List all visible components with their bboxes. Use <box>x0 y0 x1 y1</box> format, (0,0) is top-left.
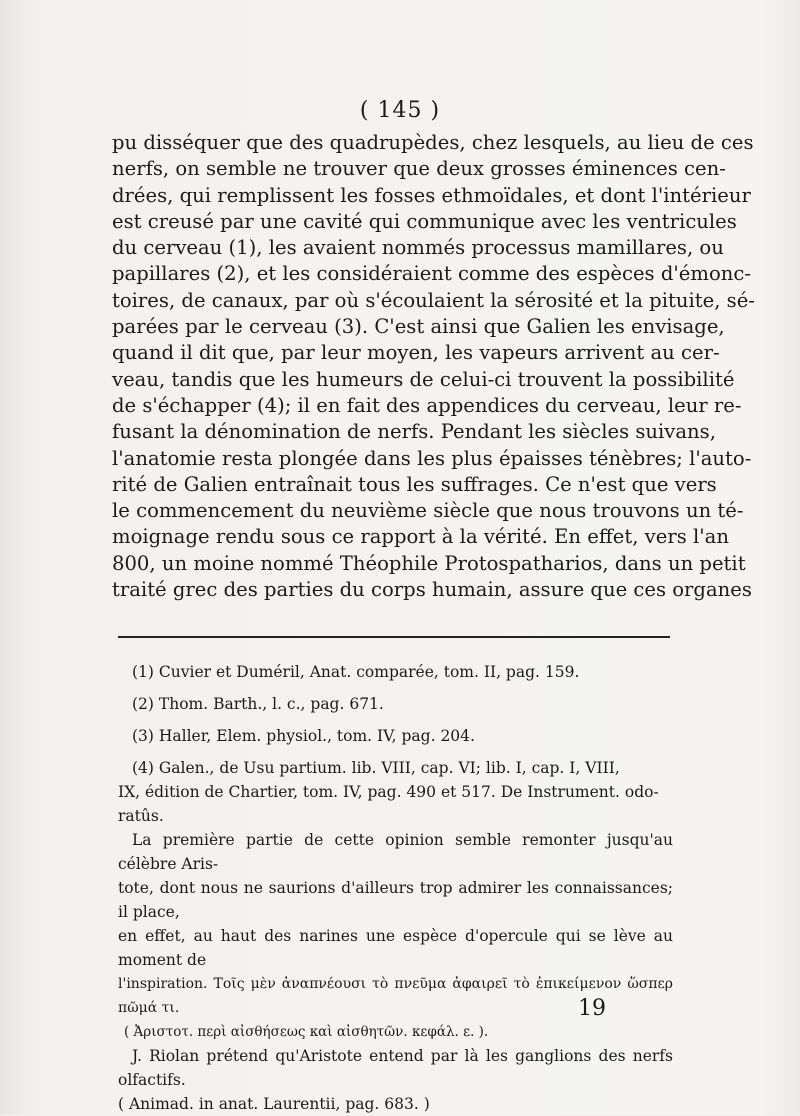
commentary-line: J. Riolan prétend qu'Aristote entend par là les ganglions des nerfs olfactifs. <box>118 1047 673 1089</box>
footnote-1: (1) Cuvier et Duméril, Anat. comparée, tom. II, pag. 159. <box>132 663 580 681</box>
footnote-2: (2) Thom. Barth., l. c., pag. 671. <box>132 695 384 713</box>
body-line: rité de Galien entraînait tous les suffrages. Ce n'est que vers <box>112 472 717 496</box>
body-line: de s'échapper (4); il en fait des appendices du cerveau, leur re- <box>112 393 742 417</box>
commentary <box>118 828 673 1116</box>
body-line: nerfs, on semble ne trouver que deux grosses éminences cen- <box>112 157 726 181</box>
body-line: le commencement du neuvième siècle que nous trouvons un té- <box>112 499 744 523</box>
commentary-line: tote, dont nous ne saurions d'ailleurs trop admirer les connaissances; il place, <box>118 879 673 921</box>
body-line: pu disséquer que des quadrupèdes, chez lesquels, au lieu de ces <box>112 131 754 154</box>
body-line: drées, qui remplissent les fosses ethmoïdales, et dont l'intérieur <box>112 183 751 207</box>
footnote-4 <box>118 756 673 828</box>
signature-mark: 19 <box>578 996 606 1021</box>
body-line: moignage rendu sous ce rapport à la vérité. En effet, vers l'an <box>112 525 729 549</box>
body-line: fusant la dénomination de nerfs. Pendant les siècles suivans, <box>112 420 716 444</box>
footnote-3: (3) Haller, Elem. physiol., tom. IV, pag. 204. <box>132 727 475 745</box>
footnote-divider <box>118 636 670 638</box>
body-line: toires, de canaux, par où s'écoulaient la sérosité et la pituite, sé- <box>112 288 755 312</box>
body-line: parées par le cerveau (3). C'est ainsi que Galien les envisage, <box>112 315 725 339</box>
body-line: est creusé par une cavité qui communique avec les ventricules <box>112 209 737 233</box>
body-line: traité grec des parties du corps humain, assure que ces organes <box>112 578 752 602</box>
body-text <box>112 130 755 603</box>
body-line: du cerveau (1), les avaient nommés processus mamillares, ou <box>112 236 724 260</box>
page-number: ( 145 ) <box>359 98 441 123</box>
commentary-greek-reference: ( Ἀριστοτ. περὶ αἰσθήσεως καὶ αἰσθητῶν. κεφάλ. ε. ). <box>124 1024 489 1040</box>
body-line: l'anatomie resta plongée dans les plus épaisses ténèbres; l'auto- <box>112 446 752 470</box>
body-line: veau, tandis que les humeurs de celui-ci trouvent la possibilité <box>112 367 735 391</box>
body-line: quand il dit que, par leur moyen, les vapeurs arrivent au cer- <box>112 341 720 365</box>
commentary-greek-quote: l'inspiration. Τοῖς μὲν ἀναπνέουσι τὸ πνεῦμα ἀφαιρεῖ τὸ ἐπικείμενον ὥσπερ πῶμά τι. <box>118 976 673 1016</box>
footnotes <box>118 660 673 836</box>
commentary-line: en effet, au haut des narines une espèce d'opercule qui se lève au moment de <box>118 927 673 969</box>
footnote-4-line: IX, édition de Chartier, tom. IV, pag. 490 et 517. De Instrument. odo- <box>118 783 659 801</box>
commentary-reference: ( Animad. in anat. Laurentii, pag. 683. ) <box>118 1095 430 1113</box>
body-line: 800, un moine nommé Théophile Protospatharios, dans un petit <box>112 551 746 575</box>
commentary-line: La première partie de cette opinion semble remonter jusqu'au célèbre Aris- <box>118 831 673 873</box>
footnote-4-line: ratûs. <box>118 807 164 825</box>
footnote-4-line: (4) Galen., de Usu partium. lib. VIII, cap. VI; lib. I, cap. I, VIII, <box>132 759 620 777</box>
body-line: papillares (2), et les considéraient comme des espèces d'émonc- <box>112 262 751 286</box>
